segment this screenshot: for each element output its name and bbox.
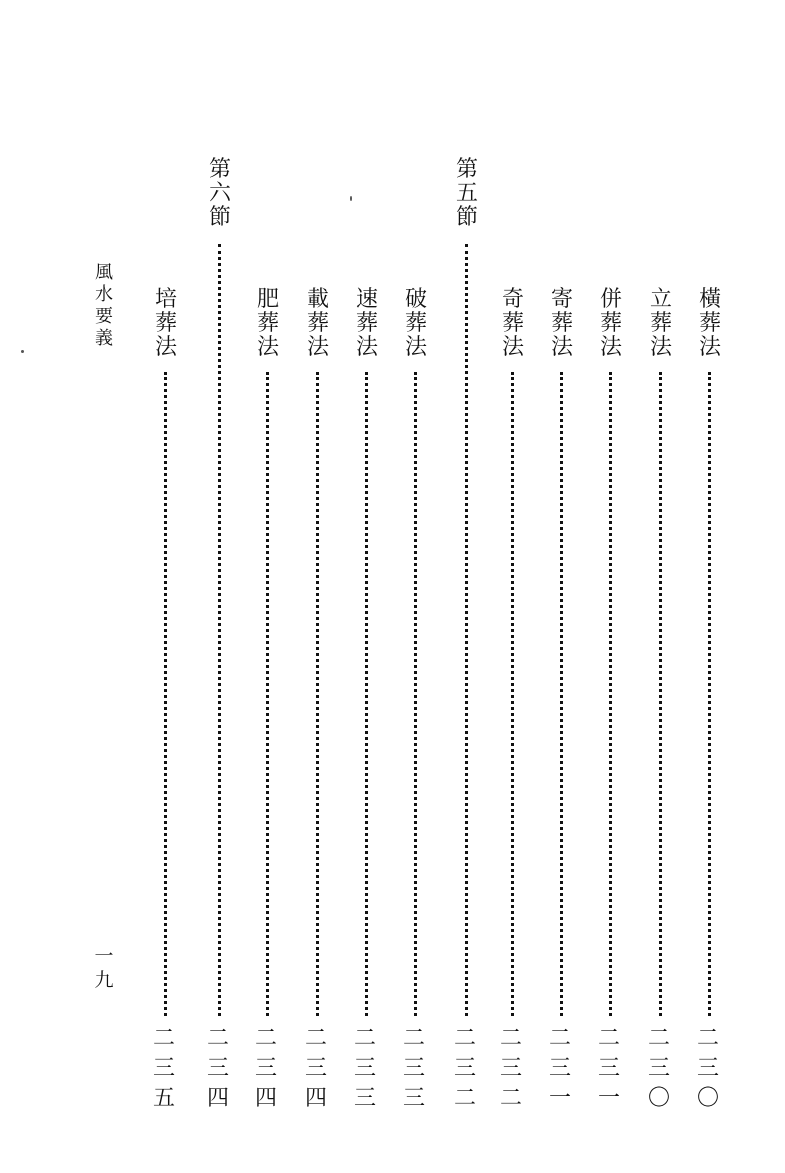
dot-leader: [218, 244, 225, 1016]
running-title: 風水要義: [95, 262, 113, 349]
toc-entry-title: [255, 288, 281, 360]
dot-leader: [465, 244, 472, 1016]
entry-title-text: 肥葬法: [256, 287, 279, 360]
page-number: 二三三: [353, 1026, 376, 1111]
toc-entry-title: [648, 288, 674, 360]
page-number: 二三〇: [647, 1026, 670, 1111]
section-heading-text: 第五節: [455, 157, 478, 230]
folio-number: 一九: [94, 945, 114, 991]
toc-entry-title: [354, 288, 380, 360]
dot-leader: [266, 372, 273, 1016]
page-number: 二三二: [499, 1026, 522, 1111]
page-number: 二三四: [254, 1026, 277, 1111]
entry-title-text: 速葬法: [355, 287, 378, 360]
page-number: 二三四: [304, 1026, 327, 1111]
dot-leader: [164, 372, 171, 1016]
dot-leader: [414, 372, 421, 1016]
scan-speck: [21, 350, 24, 353]
dot-leader: [316, 372, 323, 1016]
entry-title-text: 併葬法: [599, 287, 622, 360]
dot-leader: [659, 372, 666, 1016]
scan-speck: [350, 196, 352, 201]
toc-entry-title: [153, 288, 179, 360]
section-heading-text: 第六節: [208, 157, 231, 230]
entry-title-text: 破葬法: [404, 287, 427, 360]
dot-leader: [708, 372, 715, 1016]
toc-entry-title: [598, 288, 624, 360]
page-number: 二三一: [597, 1026, 620, 1111]
toc-entry-title: [549, 288, 575, 360]
page-number: 二三〇: [696, 1026, 719, 1111]
section-heading: [454, 158, 480, 230]
toc-entry-title: [697, 288, 723, 360]
page-number: 二三三: [402, 1026, 425, 1111]
dot-leader: [511, 372, 518, 1016]
toc-entry-title: [500, 288, 526, 360]
toc-entry-title: [403, 288, 429, 360]
page-number: 二三四: [206, 1026, 229, 1111]
page-number: 二三五: [152, 1026, 175, 1111]
toc-entry-title: [305, 288, 331, 360]
entry-title-text: 立葬法: [649, 287, 672, 360]
page-number: 二三一: [548, 1026, 571, 1111]
dot-leader: [609, 372, 616, 1016]
page-number: 二三二: [453, 1026, 476, 1111]
entry-title-text: 奇葬法: [501, 287, 524, 360]
entry-title-text: 載葬法: [306, 287, 329, 360]
section-heading: [207, 158, 233, 230]
entry-title-text: 橫葬法: [698, 287, 721, 360]
dot-leader: [365, 372, 372, 1016]
dot-leader: [560, 372, 567, 1016]
entry-title-text: 培葬法: [154, 287, 177, 360]
entry-title-text: 寄葬法: [550, 287, 573, 360]
